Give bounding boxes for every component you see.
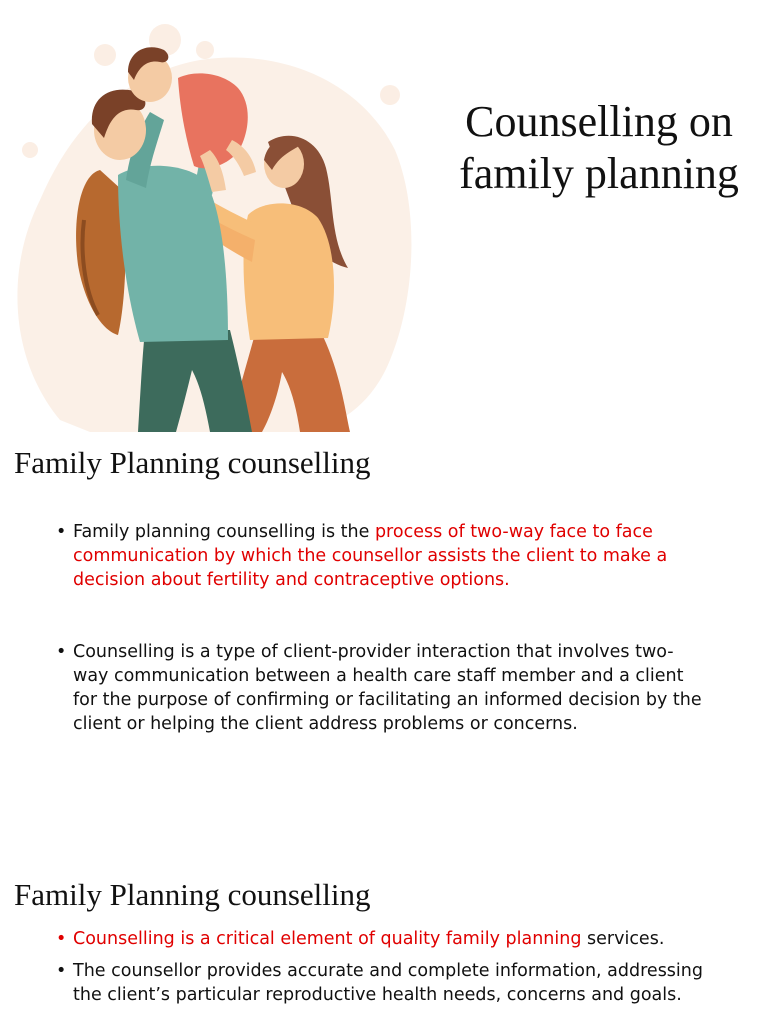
family-illustration: [0, 0, 430, 432]
slide-definition: [0, 432, 768, 852]
bullet-text-plain: The counsellor provides accurate and complete information, addressing the client’s particular reproductive health needs, concerns and goals.: [73, 961, 703, 1005]
bullet-text-plain: services.: [581, 929, 665, 949]
bullet-list: [56, 927, 706, 1007]
bullet-list: [56, 520, 706, 736]
bullet-marker: •: [56, 961, 67, 981]
slide-title: [0, 0, 768, 432]
slide-heading: Family Planning counselling: [14, 877, 371, 912]
title-line-1: Counselling on: [465, 97, 733, 146]
bullet-text-highlight: Counselling is a critical element of quality family planning: [73, 929, 582, 949]
bullet-item: [56, 520, 706, 592]
bullet-text-plain: Counselling is a type of client-provider interaction that involves two-way communication between a health care staff member and a client for the purpose of confirming or facilitating an informed decision by the client or helping the client address problems or concerns.: [73, 642, 702, 734]
slide-importance: [0, 852, 768, 1024]
slide-title-text: [430, 96, 768, 200]
title-line-2: family planning: [459, 149, 739, 198]
bullet-text-highlight: process of two-way face to face communication by which the counsellor assists the client to make a decision about fertility and contraceptive options.: [73, 522, 668, 590]
bullet-text-plain: Family planning counselling is the: [73, 522, 375, 542]
bullet-marker: •: [56, 642, 67, 662]
bullet-marker: •: [56, 522, 67, 542]
bullet-item: [56, 640, 706, 736]
bullet-item: [56, 959, 706, 1007]
bullet-item: [56, 927, 706, 951]
bullet-marker: •: [56, 929, 67, 949]
slide-heading: Family Planning counselling: [14, 445, 371, 480]
